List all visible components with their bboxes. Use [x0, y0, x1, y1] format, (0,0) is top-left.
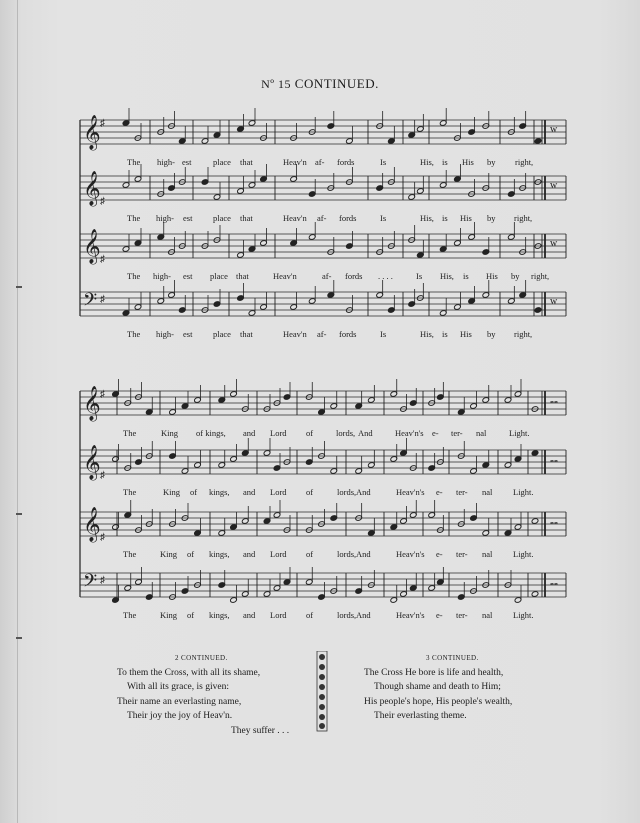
catchword: They suffer . . . — [231, 725, 290, 736]
lyric-syllable: of — [190, 487, 198, 497]
lyric-syllable: and — [243, 487, 256, 497]
lyric-syllable: fords — [339, 213, 357, 223]
lyric-syllable: nal — [482, 610, 493, 620]
note-head — [531, 450, 539, 457]
sharp-icon: ♯ — [100, 389, 105, 400]
lyric-syllable: Heav'n's — [396, 487, 425, 497]
treble-clef-icon: 𝄞 — [83, 172, 101, 205]
final-mark-icon: 𝅝𝅝 — [550, 454, 558, 465]
lyric-syllable: e- — [436, 487, 443, 497]
lyric-syllable: Heav'n's — [396, 549, 425, 559]
lyric-syllable: Is — [380, 157, 387, 167]
lyric-syllable: The — [127, 157, 141, 167]
verse-line: Though shame and death to Him; — [374, 682, 501, 692]
lyric-syllable: Is — [416, 271, 423, 281]
bass-clef-icon: 𝄢 — [83, 570, 98, 595]
lyric-syllable: est — [183, 213, 193, 223]
lyric-syllable: The — [123, 610, 137, 620]
note-head — [531, 591, 539, 598]
sharp-icon: ♯ — [100, 196, 105, 207]
lyric-syllable: The — [127, 271, 141, 281]
lyric-syllable: nal — [482, 549, 493, 559]
final-mark-icon: w — [550, 296, 558, 307]
final-mark-icon: 𝅝𝅝 — [550, 577, 558, 588]
lyric-syllable: Lord — [270, 428, 287, 438]
lyric-syllable: Light. — [509, 428, 530, 438]
verse-right — [364, 651, 512, 724]
lyric-syllable: of — [306, 610, 314, 620]
final-mark-icon: w — [550, 124, 558, 135]
treble-clef-icon: 𝄞 — [83, 230, 101, 263]
lyric-syllable: His — [460, 329, 472, 339]
lyric-syllable: is — [463, 271, 469, 281]
lyric-syllable: place — [213, 213, 231, 223]
verse-line: Their joy the joy of Heav'n. — [127, 711, 233, 721]
verse-left-title: 2 CONTINUED. — [175, 654, 228, 662]
lyric-syllable: The — [123, 428, 137, 438]
lyric-syllable: that — [240, 157, 253, 167]
lyric-syllable: And — [356, 549, 371, 559]
lyric-syllable: right, — [514, 329, 533, 339]
lyric-syllable: est — [182, 157, 192, 167]
note-head — [534, 138, 542, 145]
lyric-syllable: of — [306, 487, 314, 497]
lyric-syllable: The — [123, 487, 137, 497]
lyric-syllable: Heav'n's — [395, 428, 424, 438]
treble-clef-icon: 𝄞 — [83, 446, 101, 479]
lyric-syllable: af- — [317, 329, 327, 339]
lyric-syllable: fords — [337, 157, 355, 167]
sharp-icon: ♯ — [100, 294, 105, 305]
lyric-syllable: Heav'n — [273, 271, 297, 281]
lyric-syllable: The — [127, 213, 141, 223]
lyric-syllable: of kings, — [196, 428, 226, 438]
lyric-syllable: place — [213, 329, 231, 339]
lyric-syllable: The — [123, 549, 137, 559]
lyric-syllable: high- — [156, 329, 174, 339]
lyric-syllable: af- — [322, 271, 332, 281]
note-head — [534, 307, 542, 314]
lyric-syllable: . . . . — [378, 271, 393, 281]
sharp-icon: ♯ — [100, 118, 105, 129]
lyric-syllable: lords, — [337, 549, 357, 559]
sharp-icon: ♯ — [100, 254, 105, 265]
lyric-syllable: that — [240, 213, 253, 223]
verse-right-title: 3 CONTINUED. — [426, 654, 479, 662]
verse-line: Their name an everlasting name, — [117, 696, 242, 707]
lyric-syllable: fords — [339, 329, 357, 339]
lyric-syllable: and — [243, 549, 256, 559]
ornament-divider — [313, 651, 331, 733]
lyric-syllable: place — [210, 271, 228, 281]
lyric-syllable: His, — [420, 329, 434, 339]
sharp-icon: ♯ — [100, 470, 105, 481]
lyric-syllable: Lord — [270, 487, 287, 497]
lyric-syllable: Heav'n — [283, 213, 307, 223]
lyric-syllable: nal — [482, 487, 493, 497]
lyric-syllable: And — [356, 487, 371, 497]
ornament-icon — [313, 651, 331, 733]
lyric-syllable: right, — [514, 213, 533, 223]
note-head — [531, 518, 539, 525]
lyric-syllable: Light. — [513, 610, 534, 620]
lyric-syllable: that — [236, 271, 249, 281]
verse-line: With all its grace, is given: — [127, 682, 229, 692]
lyric-syllable: King — [160, 549, 177, 559]
lyric-syllable: And — [358, 428, 373, 438]
lyric-syllable: e- — [436, 610, 443, 620]
lyric-syllable: by — [487, 213, 496, 223]
lyric-syllable: Light. — [513, 487, 534, 497]
lyric-syllable: His, — [420, 213, 434, 223]
verse-left — [117, 651, 289, 738]
lyric-syllable: His — [460, 213, 472, 223]
lyric-syllable: of — [187, 610, 195, 620]
lyric-syllable: kings, — [209, 549, 230, 559]
lyric-syllable: of — [306, 549, 314, 559]
lyric-syllable: lords, — [337, 610, 357, 620]
lyric-syllable: kings, — [209, 487, 230, 497]
lyric-syllable: lords, — [336, 428, 356, 438]
lyric-syllable: Light. — [513, 549, 534, 559]
lyric-syllable: high- — [153, 271, 171, 281]
final-mark-icon: 𝅝𝅝 — [550, 516, 558, 527]
lyric-syllable: af- — [315, 157, 325, 167]
lyric-syllable: ter- — [451, 428, 463, 438]
lyric-syllable: Lord — [270, 610, 287, 620]
lyric-syllable: King — [163, 487, 180, 497]
lyric-syllable: ter- — [456, 549, 468, 559]
sharp-icon: ♯ — [100, 575, 105, 586]
lyric-syllable: right, — [515, 157, 534, 167]
lyric-syllable: And — [356, 610, 371, 620]
lyric-syllable: lords, — [337, 487, 357, 497]
lyric-syllable: Heav'n's — [396, 610, 425, 620]
lyric-syllable: place — [213, 157, 231, 167]
lyric-syllable: est — [183, 329, 193, 339]
lyric-syllable: that — [240, 329, 253, 339]
final-mark-icon: 𝅝𝅝 — [550, 395, 558, 406]
verse-line: To them the Cross, with all its shame, — [117, 667, 261, 678]
lyric-syllable: Lord — [270, 549, 287, 559]
lyric-syllable: Heav'n — [283, 329, 307, 339]
verse-line: Their everlasting theme. — [374, 711, 467, 721]
lyric-syllable: fords — [345, 271, 363, 281]
lyric-syllable: of — [306, 428, 314, 438]
lyric-syllable: and — [243, 428, 256, 438]
lyric-syllable: His, — [440, 271, 454, 281]
lyric-syllable: King — [160, 610, 177, 620]
lyric-syllable: est — [183, 271, 193, 281]
lyric-syllable: high- — [157, 157, 175, 167]
treble-clef-icon: 𝄞 — [83, 387, 101, 420]
lyric-syllable: His — [486, 271, 498, 281]
lyric-syllable: by — [511, 271, 520, 281]
hymn-number: Nº 15 — [261, 77, 292, 91]
lyric-syllable: e- — [432, 428, 439, 438]
sharp-icon: ♯ — [100, 532, 105, 543]
lyric-syllable: Heav'n — [283, 157, 307, 167]
treble-clef-icon: 𝄞 — [83, 508, 101, 541]
lyric-syllable: and — [243, 610, 256, 620]
lyric-syllable: His, — [420, 157, 434, 167]
lyric-syllable: by — [487, 157, 496, 167]
lyric-syllable: nal — [476, 428, 487, 438]
lyric-syllable: is — [442, 329, 448, 339]
lyric-syllable: The — [127, 329, 141, 339]
treble-clef-icon: 𝄞 — [83, 116, 101, 149]
verse-line: The Cross He bore is life and health, — [364, 667, 504, 678]
lyric-syllable: ter- — [456, 487, 468, 497]
lyric-syllable: af- — [317, 213, 327, 223]
lyric-syllable: e- — [436, 549, 443, 559]
lyric-syllable: is — [442, 157, 448, 167]
lyric-syllable: His — [462, 157, 474, 167]
lyric-syllable: high- — [156, 213, 174, 223]
lyric-syllable: is — [442, 213, 448, 223]
verse-line: His people's hope, His people's wealth, — [364, 696, 513, 707]
lyric-syllable: by — [487, 329, 496, 339]
lyric-syllable: of — [187, 549, 195, 559]
lyric-syllable: Is — [380, 213, 387, 223]
final-mark-icon: w — [550, 238, 558, 249]
lyric-syllable: King — [161, 428, 178, 438]
lyric-syllable: ter- — [456, 610, 468, 620]
bass-clef-icon: 𝄢 — [83, 289, 98, 314]
hymn-continued-label: CONTINUED. — [294, 76, 379, 91]
lyric-syllable: kings, — [209, 610, 230, 620]
lyric-syllable: right, — [531, 271, 550, 281]
lyric-syllable: Is — [380, 329, 387, 339]
final-mark-icon: w — [550, 180, 558, 191]
